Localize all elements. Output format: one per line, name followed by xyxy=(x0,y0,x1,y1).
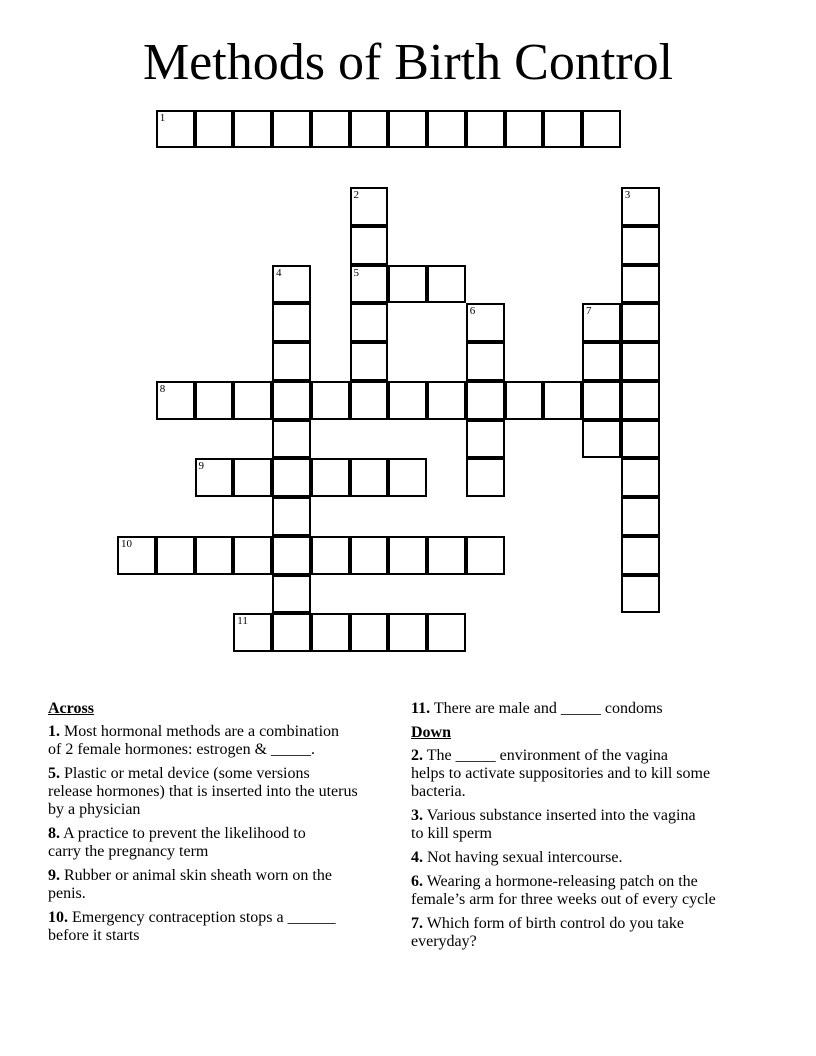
clue-number-label: 11 xyxy=(237,615,248,628)
grid-cell[interactable] xyxy=(272,110,311,149)
grid-cell[interactable] xyxy=(466,110,505,149)
grid-cell[interactable] xyxy=(388,381,427,420)
grid-cell[interactable] xyxy=(311,536,350,575)
grid-cell[interactable] xyxy=(427,110,466,149)
clue-number-label: 6 xyxy=(469,305,476,318)
clue-item xyxy=(411,747,771,801)
across-clue-list-continued xyxy=(411,700,771,718)
clue-item xyxy=(48,765,388,819)
grid-cell[interactable] xyxy=(195,381,234,420)
down-heading: Down xyxy=(411,724,452,741)
grid-cell[interactable] xyxy=(272,265,311,304)
grid-cell[interactable] xyxy=(621,575,660,614)
clue-item xyxy=(411,700,771,718)
clue-text-line: carry the pregnancy term xyxy=(48,843,209,860)
across-heading: Across xyxy=(48,700,94,717)
clue-number: 4. xyxy=(411,849,423,866)
grid-cell[interactable] xyxy=(427,381,466,420)
grid-cell[interactable] xyxy=(621,497,660,536)
clue-text-line: Various substance inserted into the vagina xyxy=(426,807,696,824)
grid-cell[interactable] xyxy=(272,303,311,342)
clue-number-label: 5 xyxy=(353,266,359,279)
clue-item xyxy=(411,915,771,951)
grid-cell[interactable] xyxy=(156,536,195,575)
clues-right-column xyxy=(411,700,771,957)
grid-cell[interactable] xyxy=(233,613,272,652)
clue-number-label: 7 xyxy=(586,305,592,318)
clue-text-line: There are male and _____ condoms xyxy=(433,700,663,717)
grid-cell[interactable] xyxy=(621,536,660,575)
clue-number: 7. xyxy=(411,915,423,932)
across-clue-list xyxy=(48,723,388,945)
clue-number: 8. xyxy=(48,825,60,842)
clue-item xyxy=(411,807,771,843)
grid-cell[interactable] xyxy=(195,536,234,575)
grid-cell[interactable] xyxy=(466,420,505,459)
grid-cell[interactable] xyxy=(350,187,389,226)
clue-number: 3. xyxy=(411,807,423,824)
grid-cell[interactable] xyxy=(350,342,389,381)
clue-number: 10. xyxy=(48,909,68,926)
grid-cell[interactable] xyxy=(543,110,582,149)
grid-cell[interactable] xyxy=(621,420,660,459)
clue-text-line: of 2 female hormones: estrogen & _____. xyxy=(48,741,316,758)
grid-cell[interactable] xyxy=(233,458,272,497)
grid-cell[interactable] xyxy=(156,110,195,149)
clue-number-label: 1 xyxy=(159,111,166,124)
clue-text-line: Which form of birth control do you take xyxy=(426,915,684,932)
grid-cell[interactable] xyxy=(272,497,311,536)
grid-cell[interactable] xyxy=(466,458,505,497)
clue-text-line: by a physician xyxy=(48,801,141,818)
grid-cell[interactable] xyxy=(311,381,350,420)
grid-cell[interactable] xyxy=(582,303,621,342)
page-title: Methods of Birth Control xyxy=(142,34,674,91)
grid-cell[interactable] xyxy=(466,381,505,420)
clue-text-line: release hormones) that is inserted into the uterus xyxy=(48,783,358,800)
clue-number-label: 10 xyxy=(121,537,132,550)
grid-cell[interactable] xyxy=(272,342,311,381)
grid-cell[interactable] xyxy=(350,458,389,497)
grid-cell[interactable] xyxy=(582,342,621,381)
clues-left-column xyxy=(48,700,388,951)
clue-number-label: 2 xyxy=(353,189,359,201)
grid-cell[interactable] xyxy=(621,381,660,420)
grid-cell[interactable] xyxy=(582,110,621,149)
grid-cell[interactable] xyxy=(272,575,311,614)
grid-cell[interactable] xyxy=(466,342,505,381)
grid-cell[interactable] xyxy=(195,110,234,149)
grid-cell[interactable] xyxy=(582,420,621,459)
clue-item xyxy=(48,825,388,861)
clue-text-line: The _____ environment of the vagina xyxy=(426,747,668,764)
grid-cell[interactable] xyxy=(350,613,389,652)
grid-cell[interactable] xyxy=(350,226,389,265)
grid-cell[interactable] xyxy=(233,110,272,149)
grid-cell[interactable] xyxy=(350,536,389,575)
clue-text-line: helps to activate suppositories and to kill some xyxy=(411,765,711,782)
clue-text-line: Most hormonal methods are a combination xyxy=(64,723,340,740)
grid-cell[interactable] xyxy=(621,303,660,342)
clue-text-line: female’s arm for three weeks out of every cycle xyxy=(411,891,716,908)
clue-text-line: penis. xyxy=(48,885,86,902)
grid-cell[interactable] xyxy=(543,381,582,420)
grid-cell[interactable] xyxy=(427,265,466,304)
grid-cell[interactable] xyxy=(311,110,350,149)
clue-text-line: A practice to prevent the likelihood to xyxy=(63,825,306,842)
grid-cell[interactable] xyxy=(388,536,427,575)
clue-number: 11. xyxy=(411,700,431,717)
grid-cell[interactable] xyxy=(388,458,427,497)
clue-number: 2. xyxy=(411,747,423,764)
clue-text-line: Emergency contraception stops a ______ xyxy=(72,909,336,926)
clue-text-line: to kill sperm xyxy=(411,825,492,842)
grid-cell[interactable] xyxy=(466,303,505,342)
grid-cell[interactable] xyxy=(350,110,389,149)
grid-cell[interactable] xyxy=(388,613,427,652)
grid-cell[interactable] xyxy=(311,458,350,497)
grid-cell[interactable] xyxy=(233,381,272,420)
grid-cell[interactable] xyxy=(272,458,311,497)
grid-cell[interactable] xyxy=(505,381,544,420)
grid-cell[interactable] xyxy=(350,303,389,342)
clue-item xyxy=(411,849,771,867)
clue-number: 5. xyxy=(48,765,60,782)
clue-text-line: bacteria. xyxy=(411,783,466,800)
grid-cell[interactable] xyxy=(427,613,466,652)
clue-number: 6. xyxy=(411,873,423,890)
clue-text-line: before it starts xyxy=(48,927,140,944)
grid-cell[interactable] xyxy=(621,342,660,381)
clue-number-label: 9 xyxy=(198,460,204,473)
grid-cell[interactable] xyxy=(621,226,660,265)
grid-cell[interactable] xyxy=(388,265,427,304)
grid-cell[interactable] xyxy=(621,458,660,497)
clue-number-label: 8 xyxy=(159,382,166,395)
grid-cell[interactable] xyxy=(272,613,311,652)
clue-number: 9. xyxy=(48,867,60,884)
clue-item xyxy=(48,723,388,759)
clue-number-label: 3 xyxy=(624,189,631,201)
grid-cell[interactable] xyxy=(582,381,621,420)
clue-text-line: Rubber or animal skin sheath worn on the xyxy=(64,867,332,884)
clue-number-label: 4 xyxy=(276,266,282,279)
grid-cell[interactable] xyxy=(621,187,660,226)
down-clue-list xyxy=(411,747,771,951)
clue-text-line: Plastic or metal device (some versions xyxy=(64,765,310,782)
grid-cell[interactable] xyxy=(156,381,195,420)
grid-cell[interactable] xyxy=(466,536,505,575)
grid-cell[interactable] xyxy=(350,381,389,420)
grid-cell[interactable] xyxy=(350,265,389,304)
grid-cell[interactable] xyxy=(272,381,311,420)
clue-number: 1. xyxy=(48,723,60,740)
clue-text-line: Not having sexual intercourse. xyxy=(427,849,623,866)
clue-text-line: Wearing a hormone-releasing patch on the xyxy=(426,873,698,890)
clue-item xyxy=(48,867,388,903)
grid-cell[interactable] xyxy=(388,110,427,149)
clue-item xyxy=(48,909,388,945)
clue-item xyxy=(411,873,771,909)
grid-cell[interactable] xyxy=(117,536,156,575)
grid-cell[interactable] xyxy=(272,420,311,459)
grid-cell[interactable] xyxy=(233,536,272,575)
grid-cell[interactable] xyxy=(311,613,350,652)
grid-cell[interactable] xyxy=(272,536,311,575)
clue-text-line: everyday? xyxy=(411,933,477,950)
grid-cell[interactable] xyxy=(505,110,544,149)
grid-cell[interactable] xyxy=(427,536,466,575)
grid-cell[interactable] xyxy=(621,265,660,304)
grid-cell[interactable] xyxy=(195,458,234,497)
